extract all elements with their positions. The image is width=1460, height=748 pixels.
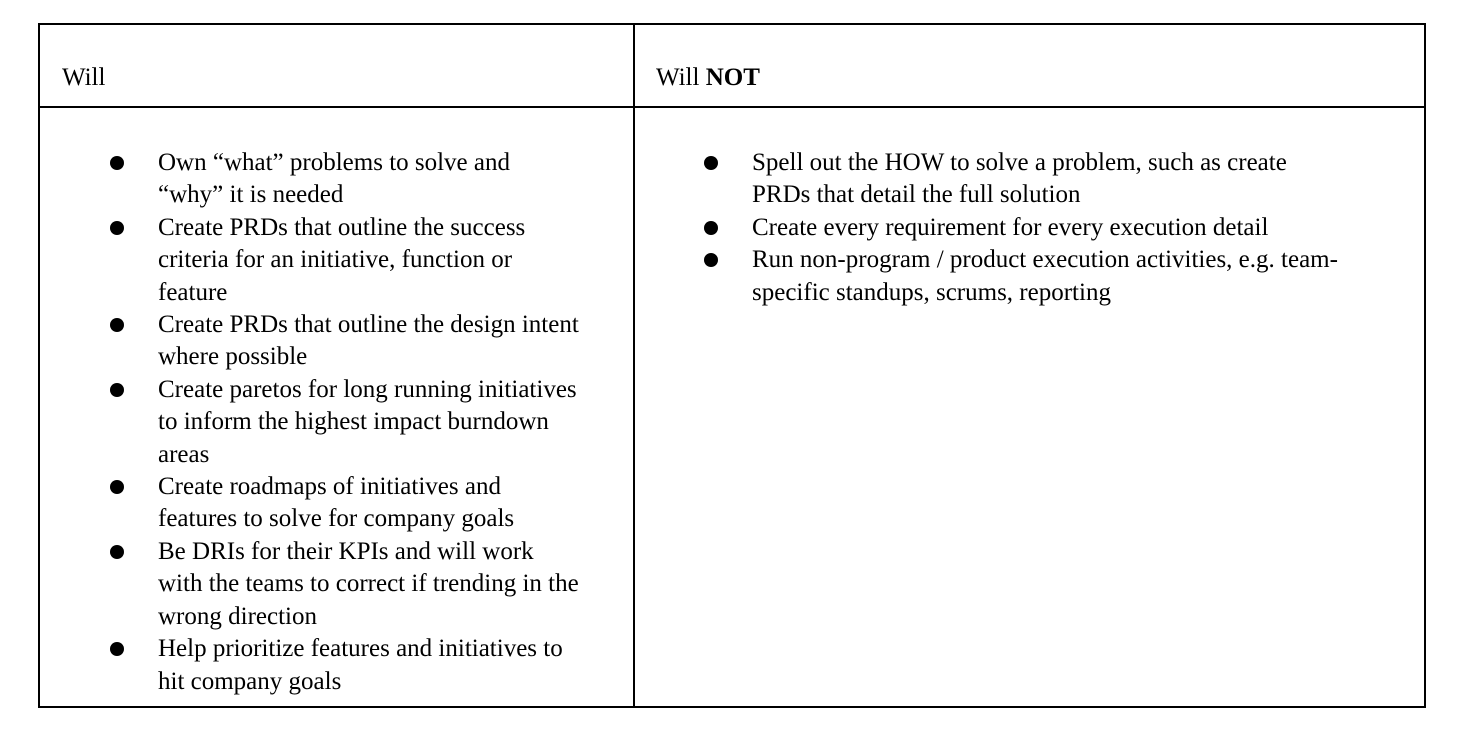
- will-list-item: [110, 536, 580, 633]
- bullet-icon: [110, 480, 124, 494]
- will-list-item: [110, 212, 580, 309]
- will-not-item-text: Spell out the HOW to solve a problem, such as create PRDs that detail the full solution: [752, 149, 1287, 209]
- will-list: [110, 147, 580, 698]
- column-divider: [633, 25, 635, 706]
- will-item-text: Create roadmaps of initiatives and features to solve for company goals: [158, 473, 515, 533]
- will-list-item: [110, 633, 580, 698]
- bullet-icon: [110, 221, 124, 235]
- bullet-icon: [704, 253, 718, 267]
- will-will-not-table: [38, 23, 1426, 708]
- will-not-header-emphasis: NOT: [705, 64, 760, 91]
- will-item-text: Create PRDs that outline the design intent where possible: [158, 311, 579, 371]
- will-not-list-item: [704, 212, 1344, 244]
- will-not-item-text: Run non-program / product execution activities, e.g. team-specific standups, scrums, reporting: [752, 246, 1338, 306]
- will-not-header: [656, 63, 760, 93]
- will-list-item: [110, 309, 580, 374]
- header-divider: [40, 106, 1424, 108]
- bullet-icon: [704, 221, 718, 235]
- bullet-icon: [110, 545, 124, 559]
- will-not-list-item: [704, 147, 1344, 212]
- bullet-icon: [110, 156, 124, 170]
- will-item-text: Create paretos for long running initiatives to inform the highest impact burndown areas: [158, 375, 577, 468]
- bullet-icon: [110, 318, 124, 332]
- will-item-text: Create PRDs that outline the success criteria for an initiative, function or feature: [158, 213, 526, 306]
- bullet-icon: [110, 642, 124, 656]
- will-not-list: [704, 147, 1344, 309]
- will-header: Will: [62, 64, 106, 91]
- will-list-item: [110, 471, 580, 536]
- will-not-item-text: Create every requirement for every execution detail: [752, 213, 1269, 241]
- will-list-item: [110, 374, 580, 471]
- will-list-item: [110, 147, 580, 212]
- will-item-text: Help prioritize features and initiatives to hit company goals: [158, 635, 563, 695]
- bullet-icon: [704, 156, 718, 170]
- will-item-text: Be DRIs for their KPIs and will work with the teams to correct if trending in the wrong direction: [158, 537, 579, 630]
- will-not-header-prefix: Will: [656, 64, 706, 91]
- will-item-text: Own “what” problems to solve and “why” it is needed: [158, 149, 511, 209]
- bullet-icon: [110, 383, 124, 397]
- will-not-list-item: [704, 244, 1344, 309]
